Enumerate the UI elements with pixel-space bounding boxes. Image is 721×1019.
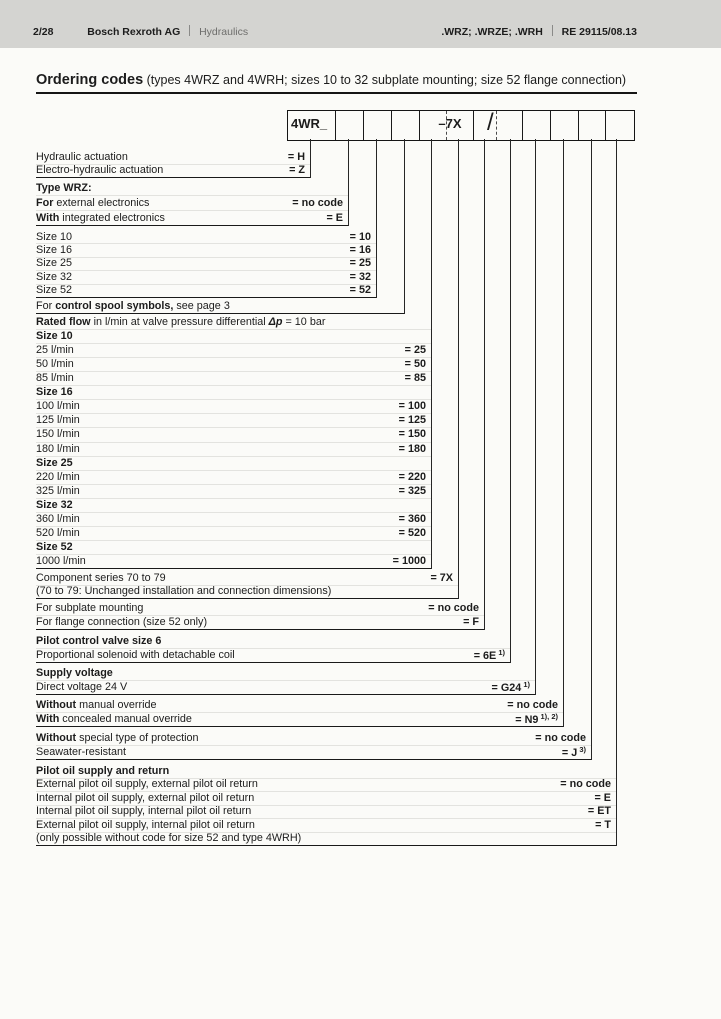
row-label-segment: 360 l/min bbox=[36, 512, 80, 525]
section-rule bbox=[36, 759, 592, 760]
section-row bbox=[36, 399, 426, 413]
row-label-segment: 25 l/min bbox=[36, 344, 74, 357]
row-label-segment: integrated electronics bbox=[59, 211, 165, 224]
row-label bbox=[36, 330, 73, 342]
row-code bbox=[405, 372, 426, 384]
section-row bbox=[36, 257, 371, 270]
row-label-segment: Internal pilot oil supply, internal pilot oil return bbox=[36, 805, 252, 818]
section-row bbox=[36, 585, 453, 599]
row-label-segment: 520 l/min bbox=[36, 526, 80, 539]
row-label-segment: Rated flow bbox=[36, 316, 91, 329]
section-row bbox=[36, 270, 371, 283]
row-label bbox=[36, 746, 126, 758]
section-row bbox=[36, 343, 426, 357]
section-row bbox=[36, 712, 558, 726]
section-rule bbox=[36, 177, 311, 178]
row-label bbox=[36, 555, 86, 567]
row-label-segment: control spool symbols, bbox=[55, 300, 174, 312]
section-row bbox=[36, 540, 426, 554]
row-label-segment: concealed manual override bbox=[59, 713, 192, 725]
row-code bbox=[594, 792, 611, 804]
row-label bbox=[36, 832, 301, 844]
page-title bbox=[36, 72, 676, 88]
row-code-value: = no code bbox=[560, 778, 611, 791]
row-label bbox=[36, 805, 251, 817]
row-label-segment: Size 32 bbox=[36, 270, 73, 283]
section-row bbox=[36, 329, 426, 343]
row-code-value: = 52 bbox=[349, 284, 371, 297]
section-row bbox=[36, 648, 505, 662]
row-label-segment: Size 16 bbox=[36, 386, 73, 399]
section-row bbox=[36, 512, 426, 526]
section-rule bbox=[36, 662, 511, 663]
row-label bbox=[36, 541, 73, 553]
row-label bbox=[36, 635, 161, 647]
section-row bbox=[36, 615, 479, 629]
row-label bbox=[36, 197, 149, 209]
row-code-value: = no code bbox=[292, 196, 343, 209]
series-code-label: –7X bbox=[438, 116, 462, 131]
row-code-value: = 150 bbox=[398, 428, 426, 441]
connector-line bbox=[348, 139, 349, 226]
row-code-value: = 220 bbox=[398, 470, 426, 483]
row-code-value: = J bbox=[561, 747, 578, 759]
row-label-segment: Without bbox=[36, 732, 77, 744]
section-rule bbox=[36, 313, 405, 314]
company-name: Bosch Rexroth AG bbox=[87, 26, 181, 38]
section-row bbox=[36, 601, 479, 615]
section-rule bbox=[36, 225, 349, 226]
row-label bbox=[36, 616, 207, 628]
title-underline bbox=[36, 92, 637, 94]
row-label bbox=[36, 765, 169, 777]
row-label bbox=[36, 513, 80, 525]
row-label bbox=[36, 182, 92, 194]
section-row bbox=[36, 427, 426, 441]
row-label-segment: see page 3 bbox=[173, 300, 230, 312]
row-code bbox=[405, 344, 426, 356]
row-label-segment: Pilot oil supply and return bbox=[36, 764, 170, 777]
row-code bbox=[399, 527, 426, 539]
code-box-divider bbox=[363, 111, 364, 140]
connector-line bbox=[376, 139, 377, 298]
section-row bbox=[36, 805, 611, 819]
section-row bbox=[36, 832, 611, 846]
row-code-footnote: 3) bbox=[577, 745, 586, 754]
row-label bbox=[36, 400, 80, 412]
row-code-value: = no code bbox=[535, 732, 586, 744]
section-rule bbox=[36, 598, 459, 599]
section-row bbox=[36, 357, 426, 371]
row-label bbox=[36, 344, 74, 356]
code-box-divider bbox=[578, 111, 579, 140]
code-box-divider bbox=[473, 111, 474, 140]
row-code-value: = 6E bbox=[473, 650, 497, 662]
row-label bbox=[36, 428, 80, 440]
row-label-segment: Size 52 bbox=[36, 284, 73, 297]
row-label bbox=[36, 358, 74, 370]
row-label-segment: With bbox=[36, 211, 60, 224]
section-rule bbox=[36, 629, 485, 630]
row-label-segment: 85 l/min bbox=[36, 372, 74, 385]
row-code-value: = 7X bbox=[430, 571, 453, 584]
row-label bbox=[36, 443, 80, 455]
row-code bbox=[588, 805, 611, 817]
row-label bbox=[36, 681, 127, 693]
row-code bbox=[428, 602, 479, 614]
connector-line bbox=[616, 139, 617, 846]
connector-line bbox=[591, 139, 592, 760]
row-label-segment: With bbox=[36, 713, 60, 725]
row-code bbox=[560, 778, 611, 790]
row-code-value: = 1000 bbox=[392, 554, 426, 567]
row-label-segment: in l/min at valve pressure differential bbox=[90, 316, 269, 329]
row-code-footnote: 1) bbox=[521, 680, 530, 689]
section-row bbox=[36, 456, 426, 470]
code-box-divider bbox=[335, 111, 336, 140]
section-rule bbox=[36, 726, 564, 727]
row-label-segment: Δp bbox=[268, 316, 283, 329]
header-left bbox=[33, 25, 248, 39]
row-label-segment: Size 16 bbox=[36, 244, 73, 257]
row-label-segment: Electro-hydraulic actuation bbox=[36, 164, 164, 177]
section-rule bbox=[36, 297, 377, 298]
row-label bbox=[36, 602, 143, 614]
section-row bbox=[36, 150, 305, 164]
connector-line bbox=[484, 139, 485, 630]
section-row bbox=[36, 554, 426, 568]
connector-line bbox=[431, 139, 432, 569]
row-code bbox=[535, 732, 586, 744]
section-row bbox=[36, 210, 343, 225]
section-row bbox=[36, 698, 558, 712]
section-row bbox=[36, 745, 586, 759]
row-code bbox=[288, 151, 305, 163]
row-label bbox=[36, 485, 80, 497]
row-label bbox=[36, 819, 255, 831]
row-label-segment: manual override bbox=[76, 699, 157, 711]
row-label-segment: Component series 70 to 79 bbox=[36, 571, 166, 584]
row-code bbox=[393, 555, 426, 567]
code-box-divider bbox=[391, 111, 392, 140]
row-label-segment: For bbox=[36, 300, 56, 312]
row-code bbox=[463, 616, 479, 628]
row-label bbox=[36, 471, 80, 483]
row-code bbox=[562, 745, 586, 759]
row-code bbox=[595, 819, 611, 831]
row-code bbox=[515, 712, 558, 726]
row-code bbox=[399, 485, 426, 497]
connector-line bbox=[458, 139, 459, 599]
code-box-divider bbox=[419, 111, 420, 140]
row-label-segment: 220 l/min bbox=[36, 470, 80, 483]
connector-line bbox=[404, 139, 405, 314]
section-row bbox=[36, 666, 530, 680]
row-code bbox=[399, 428, 426, 440]
row-label-segment: (only possible without code for size 52 and type 4WRH) bbox=[36, 832, 302, 845]
row-label-segment: Direct voltage 24 V bbox=[36, 681, 128, 693]
section-row bbox=[36, 731, 586, 745]
row-label-segment: 100 l/min bbox=[36, 400, 80, 413]
row-label bbox=[36, 572, 166, 584]
row-code-value: = no code bbox=[507, 699, 558, 711]
row-code bbox=[399, 414, 426, 426]
section-row bbox=[36, 385, 426, 399]
section-row bbox=[36, 413, 426, 427]
doc-reference: RE 29115/08.13 bbox=[561, 26, 637, 38]
row-label-segment: Supply voltage bbox=[36, 667, 113, 679]
section-row bbox=[36, 180, 343, 195]
row-code bbox=[350, 257, 371, 269]
row-code-value: = H bbox=[287, 150, 305, 163]
row-label-segment: Size 10 bbox=[36, 330, 73, 343]
row-code bbox=[326, 212, 343, 224]
section-row bbox=[36, 442, 426, 456]
connector-line bbox=[563, 139, 564, 727]
row-label-segment: For flange connection (size 52 only) bbox=[36, 616, 208, 628]
row-code bbox=[474, 648, 505, 662]
row-label-segment: Size 25 bbox=[36, 456, 73, 469]
row-code-footnote: 1) bbox=[496, 648, 505, 657]
section-row bbox=[36, 764, 611, 778]
row-label-segment: Size 25 bbox=[36, 257, 73, 270]
row-label bbox=[36, 271, 72, 283]
row-label bbox=[36, 649, 235, 661]
section-row bbox=[36, 243, 371, 256]
row-label bbox=[36, 372, 74, 384]
row-code-value: = 100 bbox=[398, 400, 426, 413]
section-row bbox=[36, 498, 426, 512]
row-code bbox=[399, 513, 426, 525]
row-code-value: = 10 bbox=[349, 230, 371, 243]
row-label bbox=[36, 667, 113, 679]
row-label bbox=[36, 300, 230, 312]
header-divider bbox=[189, 25, 190, 36]
row-label bbox=[36, 212, 165, 224]
row-label-segment: 150 l/min bbox=[36, 428, 80, 441]
row-code-value: = 25 bbox=[349, 257, 371, 270]
row-label bbox=[36, 284, 72, 296]
row-label bbox=[36, 792, 254, 804]
section-row bbox=[36, 284, 371, 297]
section-row bbox=[36, 526, 426, 540]
row-label-segment: For subplate mounting bbox=[36, 602, 144, 614]
row-code-value: = 180 bbox=[398, 442, 426, 455]
row-code-value: = 85 bbox=[404, 372, 426, 385]
page-title-bold: Ordering codes bbox=[36, 72, 144, 88]
row-label bbox=[36, 732, 199, 744]
row-code-value: = N9 bbox=[515, 714, 539, 726]
row-label bbox=[36, 585, 331, 597]
row-label-segment: (70 to 79: Unchanged installation and connection dimensions) bbox=[36, 585, 332, 598]
row-code-value: = G24 bbox=[491, 682, 522, 694]
row-code bbox=[350, 244, 371, 256]
row-code-value: = 25 bbox=[404, 344, 426, 357]
connector-line bbox=[310, 139, 311, 178]
section-row bbox=[36, 164, 305, 178]
code-box-divider bbox=[605, 111, 606, 140]
row-label-segment: Size 52 bbox=[36, 540, 73, 553]
header-right bbox=[441, 25, 637, 39]
row-code bbox=[507, 699, 558, 711]
row-label-segment: external electronics bbox=[53, 196, 150, 209]
row-label-segment: Seawater-resistant bbox=[36, 746, 127, 758]
row-code-value: = E bbox=[594, 791, 611, 804]
row-label-segment: 325 l/min bbox=[36, 484, 80, 497]
row-label bbox=[36, 231, 72, 243]
section-row bbox=[36, 315, 426, 329]
row-code bbox=[350, 284, 371, 296]
row-code bbox=[399, 400, 426, 412]
row-label-segment: Internal pilot oil supply, external pilot oil return bbox=[36, 791, 255, 804]
row-label-segment: = 10 bar bbox=[282, 316, 326, 329]
row-code-value: = 32 bbox=[349, 270, 371, 283]
section-row bbox=[36, 195, 343, 210]
row-code bbox=[350, 231, 371, 243]
section-rule bbox=[36, 694, 536, 695]
row-label bbox=[36, 713, 192, 725]
code-box-divider bbox=[550, 111, 551, 140]
model-prefix-label: 4WR_ bbox=[291, 116, 328, 131]
section-rule bbox=[36, 568, 432, 569]
row-code bbox=[430, 572, 453, 584]
section-row bbox=[36, 680, 530, 694]
row-label-segment: For bbox=[36, 196, 54, 209]
row-code-value: = Z bbox=[289, 164, 305, 177]
code-box-dashed-divider bbox=[496, 111, 497, 140]
page-header bbox=[0, 0, 721, 48]
row-label-segment: 1000 l/min bbox=[36, 554, 86, 567]
row-label-segment: Without bbox=[36, 699, 77, 711]
section-row bbox=[36, 634, 505, 648]
section-row bbox=[36, 484, 426, 498]
row-code-value: = T bbox=[595, 818, 611, 831]
section-row bbox=[36, 371, 426, 385]
connector-line bbox=[535, 139, 536, 695]
row-label bbox=[36, 499, 73, 511]
row-label-segment: 125 l/min bbox=[36, 414, 80, 427]
row-label-segment: External pilot oil supply, external pilot oil return bbox=[36, 778, 258, 791]
row-code-value: = E bbox=[326, 211, 343, 224]
row-label bbox=[36, 699, 157, 711]
row-code bbox=[292, 197, 343, 209]
row-label bbox=[36, 386, 73, 398]
row-code bbox=[289, 164, 305, 176]
row-label-segment: Proportional solenoid with detachable coil bbox=[36, 649, 235, 661]
row-code bbox=[405, 358, 426, 370]
row-label-segment: Size 10 bbox=[36, 230, 73, 243]
header-divider bbox=[552, 25, 553, 36]
row-label bbox=[36, 257, 72, 269]
section-rule bbox=[36, 845, 617, 846]
row-label-segment: Hydraulic actuation bbox=[36, 150, 128, 163]
row-label bbox=[36, 164, 163, 176]
row-label-segment: Type WRZ: bbox=[36, 181, 92, 194]
row-label bbox=[36, 244, 72, 256]
section-row bbox=[36, 571, 453, 585]
row-code bbox=[399, 443, 426, 455]
row-code-value: = no code bbox=[428, 602, 479, 614]
code-box-divider bbox=[522, 111, 523, 140]
row-code-value: = ET bbox=[587, 805, 611, 818]
row-label bbox=[36, 151, 128, 163]
section-row bbox=[36, 818, 611, 832]
section-row bbox=[36, 791, 611, 805]
row-code bbox=[350, 271, 371, 283]
row-code-value: = 520 bbox=[398, 526, 426, 539]
row-code-value: = 125 bbox=[398, 414, 426, 427]
row-code-value: = 16 bbox=[349, 244, 371, 257]
row-label-segment: 180 l/min bbox=[36, 442, 80, 455]
row-label bbox=[36, 316, 325, 328]
page-number: 2/28 bbox=[33, 26, 54, 38]
row-label-segment: Size 32 bbox=[36, 498, 73, 511]
section-row bbox=[36, 230, 371, 243]
row-label-segment: Pilot control valve size 6 bbox=[36, 635, 162, 647]
row-label bbox=[36, 457, 73, 469]
row-code bbox=[492, 680, 530, 694]
row-label-segment: 50 l/min bbox=[36, 358, 74, 371]
page-title-rest: (types 4WRZ and 4WRH; sizes 10 to 32 subplate mounting; size 52 flange connection) bbox=[143, 73, 627, 87]
row-code-value: = 50 bbox=[404, 358, 426, 371]
row-code bbox=[399, 471, 426, 483]
row-label bbox=[36, 778, 258, 790]
slash-separator: / bbox=[487, 109, 494, 136]
section-row bbox=[36, 470, 426, 484]
row-label-segment: special type of protection bbox=[76, 732, 199, 744]
doc-types: .WRZ; .WRZE; .WRH bbox=[441, 26, 543, 38]
connector-line bbox=[510, 139, 511, 663]
section-row bbox=[36, 778, 611, 792]
division-label: Hydraulics bbox=[199, 26, 249, 38]
row-label bbox=[36, 527, 80, 539]
row-code-footnote: 1), 2) bbox=[538, 712, 558, 721]
section-row bbox=[36, 299, 399, 313]
row-code-value: = 325 bbox=[398, 484, 426, 497]
row-code-value: = 360 bbox=[398, 512, 426, 525]
row-label-segment: External pilot oil supply, internal pilot oil return bbox=[36, 818, 255, 831]
row-label bbox=[36, 414, 80, 426]
row-code-value: = F bbox=[463, 616, 479, 628]
